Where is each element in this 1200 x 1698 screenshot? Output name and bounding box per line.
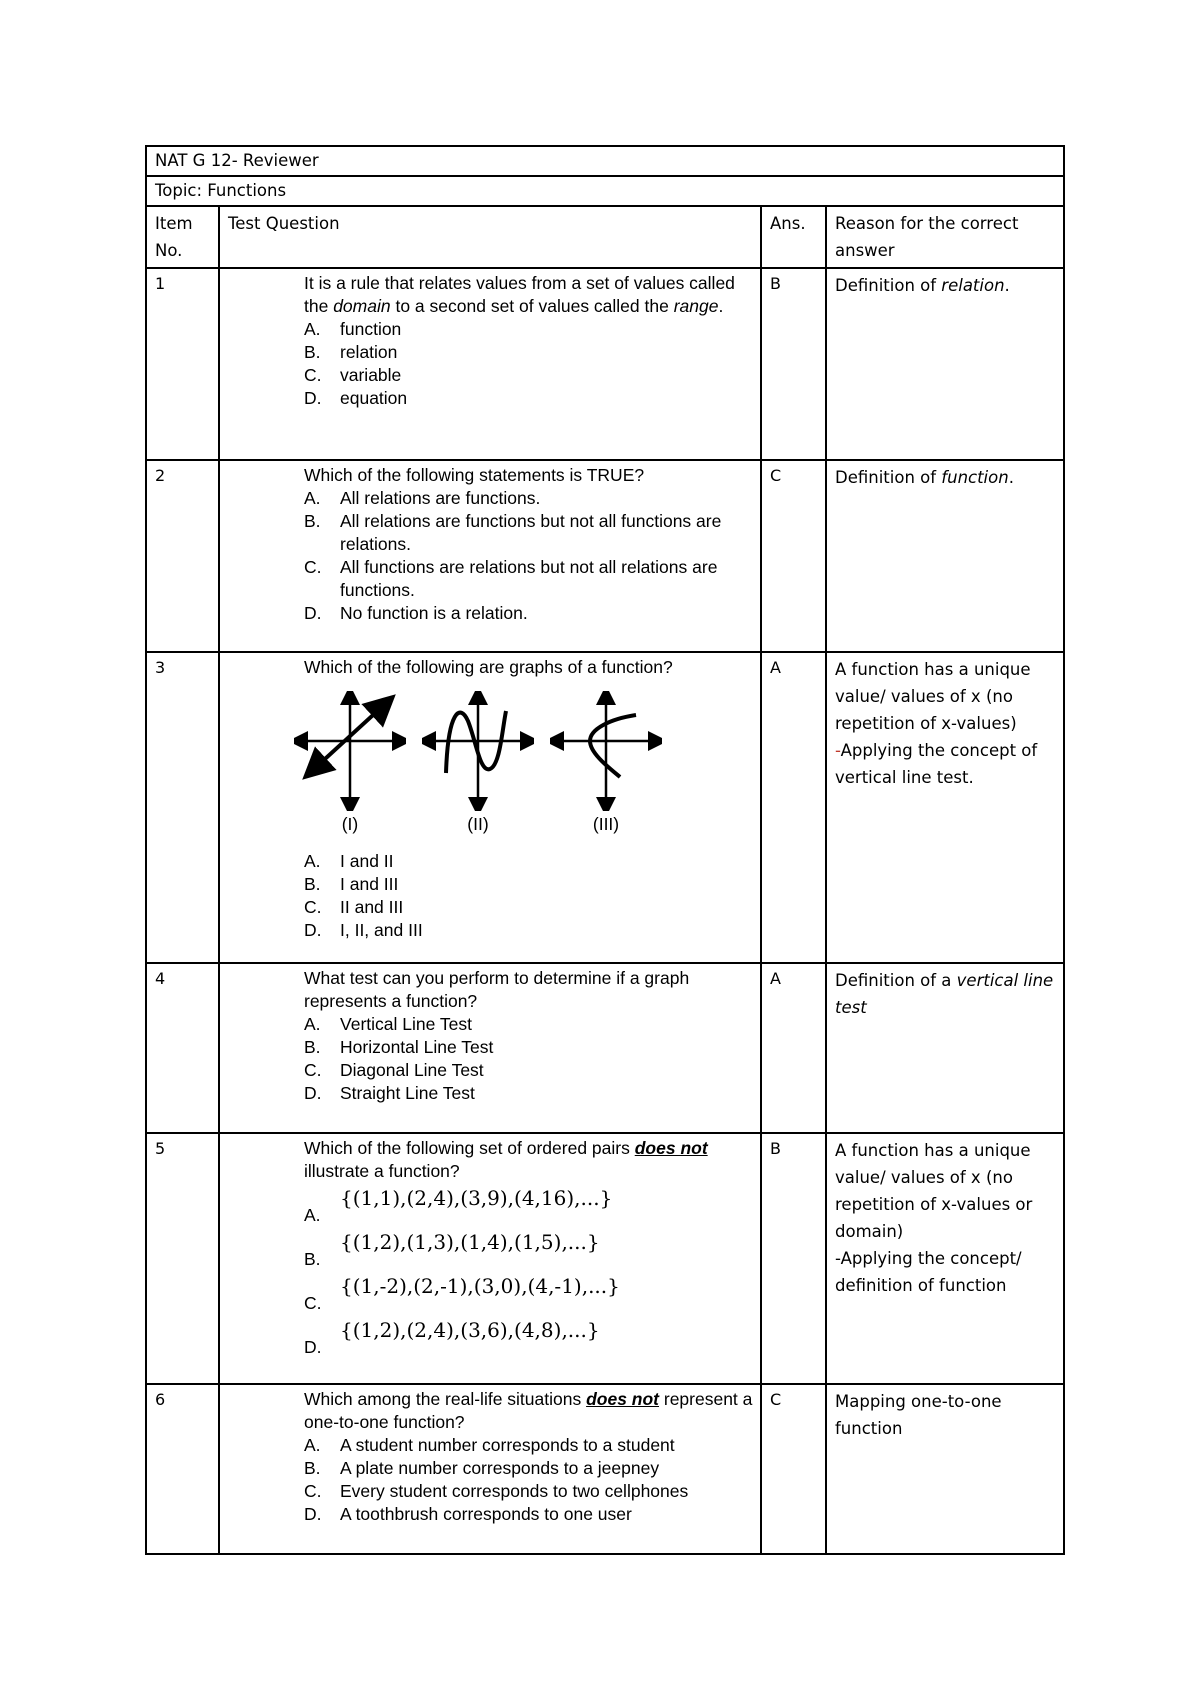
graph-label: (I) xyxy=(341,814,359,834)
graph-iii xyxy=(550,691,662,836)
table-row xyxy=(146,268,1064,460)
col-test-question: Test Question xyxy=(219,206,761,268)
question-cell xyxy=(219,652,761,963)
list-item: C. Every student corresponds to two cellphones xyxy=(304,1481,689,1501)
table-row xyxy=(146,652,1064,963)
graph-parabola-icon xyxy=(550,691,662,811)
ordered-pair-set: {(1,1),(2,4),(3,9),(4,16),...} xyxy=(340,1186,613,1210)
list-item: D. A toothbrush corresponds to one user xyxy=(304,1504,632,1524)
answer-cell: A xyxy=(761,652,826,963)
graph-ii xyxy=(422,691,534,836)
options-list xyxy=(304,850,754,942)
list-item: A. A student number corresponds to a student xyxy=(304,1435,675,1455)
table-row xyxy=(146,1384,1064,1554)
question-text: Which of the following set of ordered pairs does not illustrate a function? xyxy=(304,1138,708,1181)
question-cell xyxy=(219,1133,761,1384)
graph-set xyxy=(294,691,754,836)
item-number: 6 xyxy=(146,1384,219,1554)
list-item: D. Straight Line Test xyxy=(304,1083,475,1103)
item-number: 1 xyxy=(146,268,219,460)
list-item: D. equation xyxy=(304,388,408,408)
item-number: 5 xyxy=(146,1133,219,1384)
options-list xyxy=(304,318,754,410)
column-header-row xyxy=(146,206,1064,268)
list-item: B. A plate number corresponds to a jeepney xyxy=(304,1458,660,1478)
list-item: C. All functions are relations but not all relations are functions. xyxy=(304,557,718,600)
list-item: C. {(1,-2),(2,-1),(3,0),(4,-1),...} xyxy=(304,1271,754,1315)
reason-cell: Mapping one-to-one function xyxy=(826,1384,1064,1554)
list-item: A. function xyxy=(304,319,402,339)
list-item: C. Diagonal Line Test xyxy=(304,1060,484,1080)
question-text: Which among the real-life situations does not represent a one-to-one function? xyxy=(304,1389,753,1432)
answer-cell: C xyxy=(761,1384,826,1554)
reviewer-table xyxy=(145,145,1065,1555)
list-item: C. variable xyxy=(304,365,402,385)
ordered-pair-set: {(1,2),(2,4),(3,6),(4,8),...} xyxy=(340,1318,600,1342)
options-list xyxy=(304,1013,754,1105)
question-cell xyxy=(219,460,761,652)
graph-i xyxy=(294,691,406,836)
graph-line-icon xyxy=(294,691,406,811)
graph-label: (III) xyxy=(592,814,620,834)
reason-cell: A function has a unique value/ values of x (no repetition of x-values) -Applying the concept of vertical line test. xyxy=(826,652,1064,963)
options-list xyxy=(304,487,754,625)
question-text: What test can you perform to determine if a graph represents a function? xyxy=(304,968,690,1011)
table-row xyxy=(146,963,1064,1133)
list-item: C. II and III xyxy=(304,897,404,917)
reason-cell: Definition of relation. xyxy=(826,268,1064,460)
topic-label: Topic: Functions xyxy=(146,176,1064,206)
reason-cell: A function has a unique value/ values of x (no repetition of x-values or domain) -Applying the concept/ definition of function xyxy=(826,1133,1064,1384)
list-item: B. Horizontal Line Test xyxy=(304,1037,494,1057)
list-item: B. All relations are functions but not all functions are relations. xyxy=(304,511,722,554)
question-text: Which of the following statements is TRUE? xyxy=(304,465,645,485)
list-item: D. No function is a relation. xyxy=(304,603,528,623)
title-row xyxy=(146,146,1064,176)
graph-cubic-icon xyxy=(422,691,534,811)
item-number: 4 xyxy=(146,963,219,1133)
answer-cell: B xyxy=(761,1133,826,1384)
col-item-no: Item No. xyxy=(146,206,219,268)
graph-label: (II) xyxy=(467,814,489,834)
answer-cell: C xyxy=(761,460,826,652)
answer-cell: B xyxy=(761,268,826,460)
reason-cell: Definition of a vertical line test xyxy=(826,963,1064,1133)
topic-row xyxy=(146,176,1064,206)
question-cell xyxy=(219,1384,761,1554)
question-cell xyxy=(219,268,761,460)
list-item: A. All relations are functions. xyxy=(304,488,541,508)
ordered-pair-set: {(1,-2),(2,-1),(3,0),(4,-1),...} xyxy=(340,1274,620,1298)
document-title: NAT G 12- Reviewer xyxy=(146,146,1064,176)
answer-cell: A xyxy=(761,963,826,1133)
reason-cell: Definition of function. xyxy=(826,460,1064,652)
table-row xyxy=(146,460,1064,652)
col-ans: Ans. xyxy=(761,206,826,268)
item-number: 2 xyxy=(146,460,219,652)
list-item: A. Vertical Line Test xyxy=(304,1014,472,1034)
list-item: B. relation xyxy=(304,342,398,362)
question-text: Which of the following are graphs of a function? xyxy=(304,657,673,677)
ordered-pair-set: {(1,2),(1,3),(1,4),(1,5),...} xyxy=(340,1230,600,1254)
list-item: D. I, II, and III xyxy=(304,920,423,940)
list-item: A. {(1,1),(2,4),(3,9),(4,16),...} xyxy=(304,1183,754,1227)
col-reason: Reason for the correct answer xyxy=(826,206,1064,268)
options-list xyxy=(304,1434,754,1526)
list-item: A. I and II xyxy=(304,851,394,871)
list-item: B. I and III xyxy=(304,874,399,894)
list-item: D. {(1,2),(2,4),(3,6),(4,8),...} xyxy=(304,1315,754,1359)
item-number: 3 xyxy=(146,652,219,963)
question-cell xyxy=(219,963,761,1133)
question-text: It is a rule that relates values from a set of values called the domain to a second set of values called the range. xyxy=(304,273,735,316)
list-item: B. {(1,2),(1,3),(1,4),(1,5),...} xyxy=(304,1227,754,1271)
table-row xyxy=(146,1133,1064,1384)
